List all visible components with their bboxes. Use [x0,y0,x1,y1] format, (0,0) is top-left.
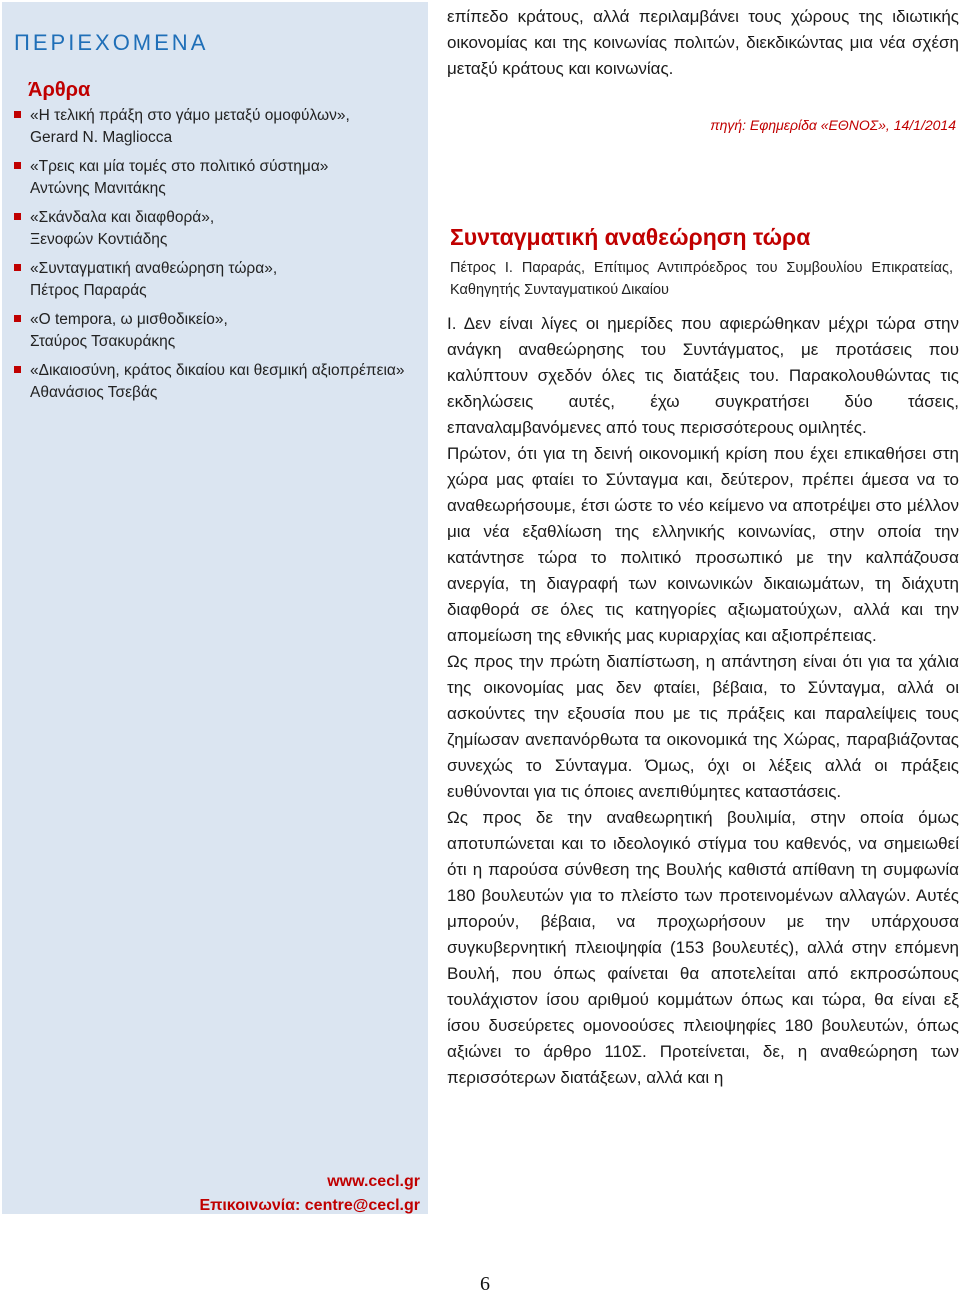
toc-item-author: Σταύρος Τσακυράκης [30,333,176,350]
page-number: 6 [480,1273,490,1295]
toc-item-title: «Ο tempora, ω μισθοδικείο», [30,311,228,328]
toc-item-author: Αθανάσιος Τσεβάς [30,384,158,401]
website-link[interactable]: www.cecl.gr [327,1173,420,1190]
toc-item-title: «Η τελική πράξη στο γάμο μεταξύ ομοφύλων», [30,107,350,124]
bullet-icon [14,264,21,271]
toc-item[interactable] [2,156,428,200]
bullet-icon [14,315,21,322]
contents-list [2,105,428,411]
toc-item[interactable] [2,309,428,353]
bullet-icon [14,111,21,118]
contents-sidebar [2,2,428,1214]
body-paragraph: Ι. Δεν είναι λίγες οι ημερίδες που αφιερώθηκαν μέχρι τώρα στην ανάγκη αναθεώρησης του Συντάγματος, με προτάσεις που καλύπτουν σχεδόν όλες τις διατάξεις του. Παρακολουθώντας τις εκδηλώσεις αυτές, έχω συγκρατήσει δύο τάσεις, επαναλαμβανόμενες από τους περισσότερους ομιλητές. [447,314,959,437]
toc-item[interactable] [2,207,428,251]
toc-item-title: «Τρεις και μία τομές στο πολιτικό σύστημα» [30,158,329,175]
toc-item[interactable] [2,360,428,404]
article-author: Πέτρος Ι. Παραράς, Επίτιμος Αντιπρόεδρος του Συμβουλίου Επικρατείας, Καθηγητής Συνταγματικού Δικαίου [450,260,953,298]
contact-email[interactable]: Επικοινωνία: centre@cecl.gr [199,1197,420,1214]
contact-block [199,1170,420,1218]
article-body [447,311,959,1091]
body-paragraph: Ως προς δε την αναθεωρητική βουλιμία, στην οποία όμως αποτυπώνεται και το ιδεολογικό στίγμα του καθενός, να σημειωθεί ότι η παρούσα σύνθεση της Βουλής καθιστά απίθανη τη συμφωνία 180 βουλευτών για το πλείστο των προτεινομένων αλλαγών. Αυτές μπορούν, βέβαια, να προχωρήσουν με την υπάρχουσα συγκυβερνητική πλειοψηφία (153 βουλευτές), αλλά στην επόμενη Βουλή, που όπως φαίνεται θα αποτελείται από εκπροσώπους τουλάχιστον ίσου αριθμού κομμάτων όπως και τώρα, θα είναι εξ ίσου δυσεύρετες ομονοούσες πλειοψηφίες 180 βουλευτών, όπως αξιώνει το άρθρο 110Σ. Προτείνεται, δε, η αναθεώρηση των περισσότερων διατάξεων, αλλά και η [447,808,959,1087]
body-paragraph: Ως προς την πρώτη διαπίστωση, η απάντηση είναι ότι για τα χάλια της οικονομίας μας δεν φταίει, βέβαια, το Σύνταγμα, αλλά οι ασκούντες την εξουσία που με τις πράξεις και παραλείψεις τους ζημίωσαν ανεπανόρθωτα τα οικονομικά της Χώρας, παραβιάζοντας συνεχώς το Σύνταγμα. Όμως, όχι οι λέξεις αλλά οι πράξεις ευθύνονται για τις όποιες ανεπιθύμητες καταστάσεις. [447,652,959,801]
bullet-icon [14,366,21,373]
source-citation: πηγή: Εφημερίδα «ΕΘΝΟΣ», 14/1/2014 [710,117,956,133]
toc-item-title: «Δικαιοσύνη, κράτος δικαίου και θεσμική αξιοπρέπεια» [30,362,405,379]
toc-item[interactable] [2,105,428,149]
toc-item-author: Πέτρος Παραράς [30,282,147,299]
toc-item-author: Ξενοφών Κοντιάδης [30,231,168,248]
contents-title: ΠΕΡΙΕΧΟΜΕΝΑ [14,30,209,55]
toc-item-title: «Σκάνδαλα και διαφθορά», [30,209,215,226]
articles-heading: Άρθρα [28,79,91,101]
body-paragraph: Πρώτον, ότι για τη δεινή οικονομική κρίση που έχει επικαθήσει στη χώρα μας φταίει το Σύνταγμα και, δεύτερον, πρέπει άμεσα να το αναθεωρήσουμε, έτσι ώστε το νέο κείμενο να αποτρέψει στο μέλλον μια νέα εξαθλίωση της ελληνικής κοινωνίας, στην οποία την κατάντησε τώρα το πολιτικό προσωπικό με την καλπάζουσα ανεργία, τη διαγραφή των κοινωνικών δικαιωμάτων, τη διάχυτη διαφθορά σε όλες τις κατηγορίες αξιωματούχων, αλλά και την απομείωση της εθνικής μας κυριαρχίας και αξιοπρέπειας. [447,444,959,645]
toc-item-author: Gerard N. Magliocca [30,129,173,146]
bullet-icon [14,213,21,220]
intro-paragraph: επίπεδο κράτους, αλλά περιλαμβάνει τους χώρους της ιδιωτικής οικονομίας και της κοινωνίας πολιτών, διεκδικώντας μια νέα σχέση μεταξύ κράτους και κοινωνίας. [447,7,959,78]
intro-column [447,4,959,81]
bullet-icon [14,162,21,169]
toc-item-title: «Συνταγματική αναθεώρηση τώρα», [30,260,278,277]
article-title: Συνταγματική αναθεώρηση τώρα [450,224,811,250]
toc-item-author: Αντώνης Μανιτάκης [30,180,166,197]
toc-item[interactable] [2,258,428,302]
